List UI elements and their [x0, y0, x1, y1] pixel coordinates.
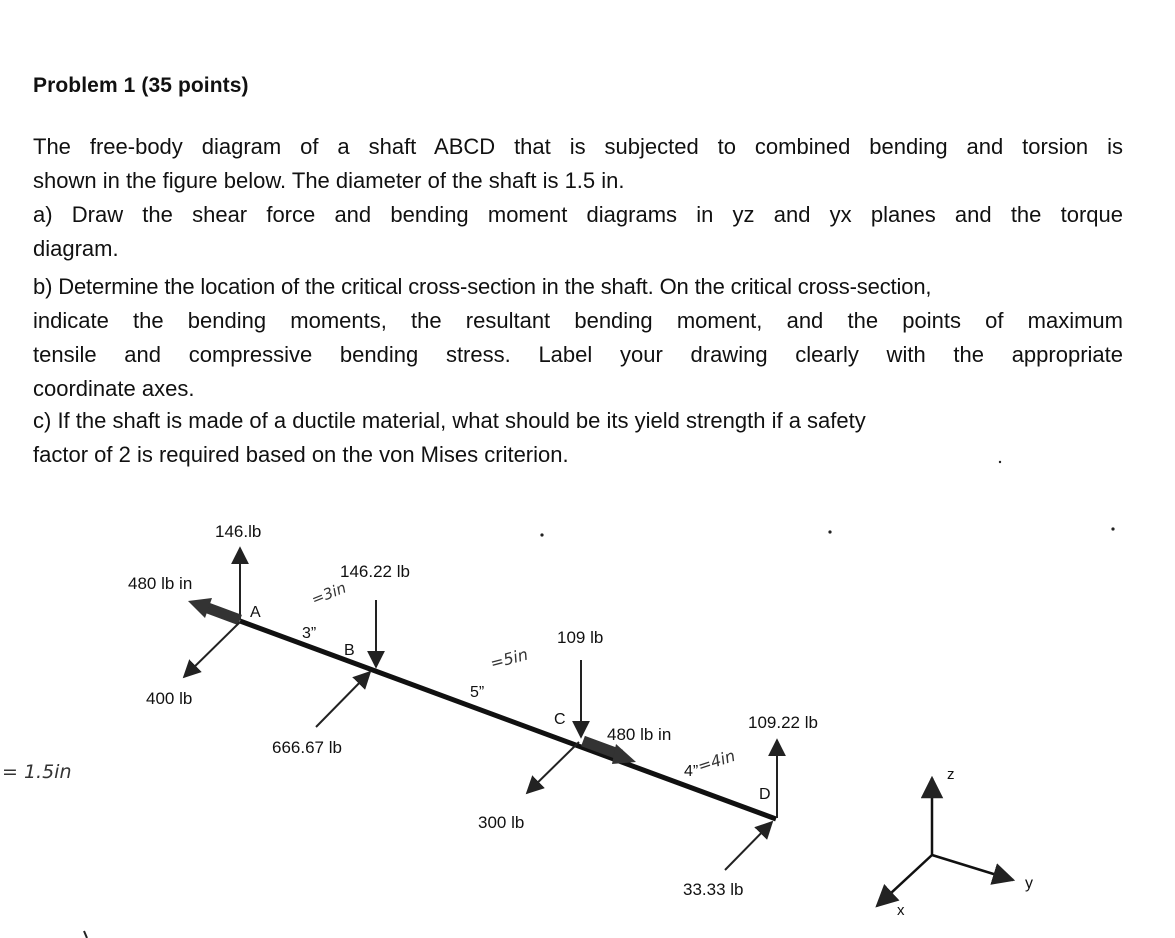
handwritten-bc-note: =5in	[488, 644, 530, 673]
y-axis-label: y	[1025, 875, 1033, 892]
c-torque-arrow-head	[612, 744, 636, 764]
dim-bc-label: 5”	[470, 684, 485, 701]
scan-speck	[828, 530, 831, 533]
c-x-force-arrow	[527, 742, 579, 793]
d-x-force-label: 33.33 lb	[683, 880, 744, 899]
scan-speck	[999, 461, 1001, 463]
a-x-force-arrow	[184, 622, 240, 677]
d-vertical-force-label: 109.22 lb	[748, 713, 818, 732]
a-torque-arrow-head	[188, 598, 212, 618]
d-x-force-arrow	[725, 822, 772, 870]
a-torque-label: 480 lb in	[128, 574, 193, 593]
dim-ab-label: 3”	[302, 625, 317, 642]
point-a-label: A	[250, 604, 261, 621]
part-b-line-4: coordinate axes.	[33, 376, 195, 401]
z-axis-label: z	[947, 766, 955, 783]
part-a-line-2: diagram.	[33, 236, 119, 261]
handwritten-cd-note: =4in	[695, 745, 738, 776]
intro-line-2: shown in the figure below. The diameter of the shaft is 1.5 in.	[33, 168, 625, 193]
dim-cd-label: 4”	[684, 763, 699, 780]
handwritten-diameter-note: = 1.5in	[2, 761, 72, 783]
part-b-line-1: b) Determine the location of the critical cross-section in the shaft. On the critical cross-section,	[33, 274, 932, 299]
x-axis-label: x	[897, 902, 905, 919]
part-c-line-2: factor of 2 is required based on the von Mises criterion.	[33, 442, 569, 467]
b-x-force-arrow	[316, 672, 370, 727]
part-b-line-3: tensile and compressive bending stress. Label your drawing clearly with the appropriate	[33, 342, 1123, 367]
point-c-label: C	[554, 711, 566, 728]
c-x-force-label: 300 lb	[478, 813, 525, 832]
c-vertical-force-label: 109 lb	[557, 628, 604, 647]
handwritten-ab-note: =3in	[308, 578, 349, 609]
a-vertical-force-label: 146.lb	[215, 522, 262, 541]
scan-mark	[84, 931, 87, 938]
a-torque-arrow-shaft	[205, 607, 240, 620]
b-vertical-force-label: 146.22 lb	[340, 562, 410, 581]
point-b-label: B	[344, 642, 355, 659]
b-x-force-label: 666.67 lb	[272, 738, 342, 757]
point-d-label: D	[759, 786, 771, 803]
c-torque-label: 480 lb in	[607, 725, 672, 744]
problem-title: Problem 1 (35 points)	[33, 74, 249, 97]
intro-line-1: The free-body diagram of a shaft ABCD that is subjected to combined bending and torsion is	[33, 134, 1123, 159]
scan-speck	[540, 533, 543, 536]
part-a-line-1: a) Draw the shear force and bending moment diagrams in yz and yx planes and the torque	[33, 202, 1123, 227]
y-axis-arrow	[932, 855, 1013, 880]
a-x-force-label: 400 lb	[146, 689, 193, 708]
part-b-line-2: indicate the bending moments, the resultant bending moment, and the points of maximum	[33, 308, 1123, 333]
part-c-line-1: c) If the shaft is made of a ductile material, what should be its yield strength if a safety	[33, 408, 866, 433]
x-axis-arrow	[877, 855, 932, 906]
scan-speck	[1111, 527, 1114, 530]
